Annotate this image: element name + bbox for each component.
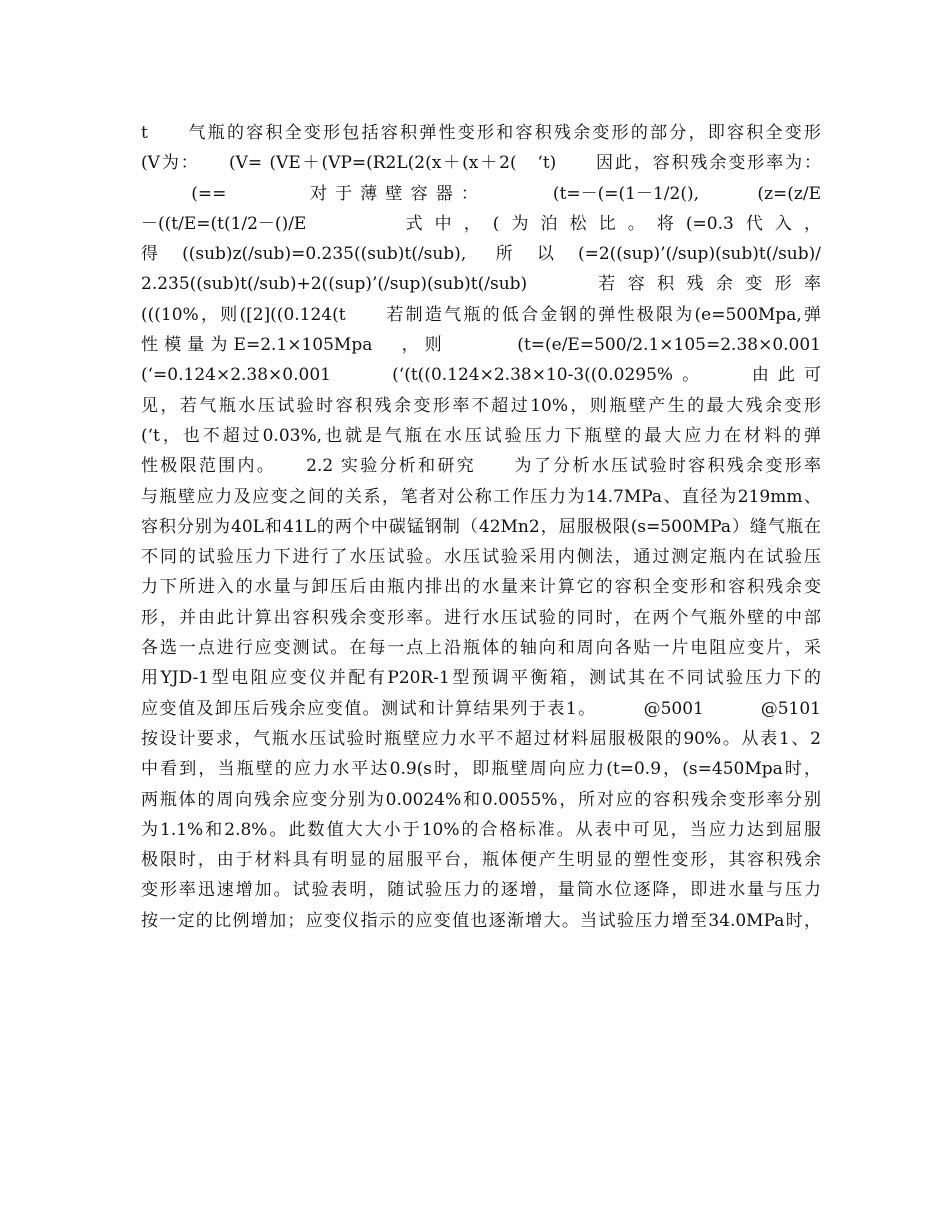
text-line-8: 性模量为E=2.1×105Mpa ，则 (t=(e/E=500/2.1×105=2.38×0.001 (141, 335, 821, 356)
text-line-2: (V为： (V= (VE＋(VP=(R2L(2(x＋(x＋2( ‘t) 因此，容积残余变形率为： (141, 153, 821, 174)
text-line-17: 形，并由此计算出容积残余变形率。进行水压试验的同时，在两个气瓶外壁的中部 (141, 607, 821, 628)
text-line-15: 不同的试验压力下进行了水压试验。水压试验采用内侧法，通过测定瓶内在试验压 (141, 547, 821, 568)
text-line-16: 力下所进入的水量与卸压后由瓶内排出的水量来计算它的容积全变形和容积残余变 (141, 577, 821, 598)
text-line-23: 两瓶体的周向残余应变分别为0.0024%和0.0055%，所对应的容积残余变形率分别 (141, 789, 821, 810)
text-line-1: t 气瓶的容积全变形包括容积弹性变形和容积残余变形的部分，即容积全变形 (141, 123, 821, 143)
text-line-6: 2.235((sub)t(/sub)+2((sup)’(/sup)(sub)t(/sub) 若容积残余变形率 (141, 274, 821, 295)
text-line-13: 与瓶壁应力及应变之间的关系，笔者对公称工作压力为14.7MPa、直径为219mm、 (141, 486, 821, 507)
text-line-19: 用YJD-1型电阻应变仪并配有P20R-1型预调平衡箱，测试其在不同试验压力下的 (141, 668, 821, 689)
text-line-25: 极限时，由于材料具有明显的屈服平台，瓶体便产生明显的塑性变形，其容积残余 (141, 850, 821, 871)
text-line-18: 各选一点进行应变测试。在每一点上沿瓶体的轴向和周向各贴一片电阻应变片，采 (141, 638, 821, 659)
text-line-10: 见，若气瓶水压试验时容积残余变形率不超过10%，则瓶壁产生的最大残余变形 (141, 395, 821, 416)
text-line-21: 按设计要求，气瓶水压试验时瓶壁应力水平不超过材料屈服极限的90%。从表1、2 (141, 728, 821, 749)
text-line-22: 中看到，当瓶壁的应力水平达0.9(s时，即瓶壁周向应力(t=0.9，(s=450Mpa时， (141, 759, 821, 780)
text-line-24: 为1.1%和2.8%。此数值大大小于10%的合格标准。从表中可见，当应力达到屈服 (141, 819, 821, 840)
body-text (141, 118, 821, 936)
text-line-12: 性极限范围内。 2.2 实验分析和研究 为了分析水压试验时容积残余变形率 (141, 456, 821, 477)
text-line-14: 容积分别为40L和41L的两个中碳锰钢制（42Mn2，屈服极限(s=500MPa）缝气瓶在 (141, 516, 821, 537)
text-line-5: 得((sub)z(/sub)=0.235((sub)t(/sub), 所以(=2((sup)’(/sup)(sub)t(/sub)/ (141, 244, 821, 265)
text-line-4: －((t/E=(t(1/2－()/E 式中，(为泊松比。将(=0.3代入， (141, 213, 821, 234)
text-line-7: (((10%，则([2]((0.124(t 若制造气瓶的低合金钢的弹性极限为(e=500Mpa,弹 (141, 304, 821, 325)
text-line-27: 按一定的比例增加；应变仪指示的应变值也逐渐增大。当试验压力增至34.0MPa时， (141, 910, 821, 931)
text-line-20: 应变值及卸压后残余应变值。测试和计算结果列于表1。 @5001 @5101 (141, 698, 821, 719)
text-line-11: (‘t，也不超过0.03%,也就是气瓶在水压试验压力下瓶壁的最大应力在材料的弹 (141, 425, 821, 446)
text-line-9: (‘=0.124×2.38×0.001 (‘(t((0.124×2.38×10-3((0.0295%。 由此可 (141, 365, 821, 386)
text-line-26: 变形率迅速增加。试验表明，随试验压力的逐增，量筒水位逐降，即进水量与压力 (141, 880, 821, 901)
text-line-3: (== 对于薄壁容器： (t=－(=(1－1/2(), (z=(z/E (141, 183, 821, 204)
